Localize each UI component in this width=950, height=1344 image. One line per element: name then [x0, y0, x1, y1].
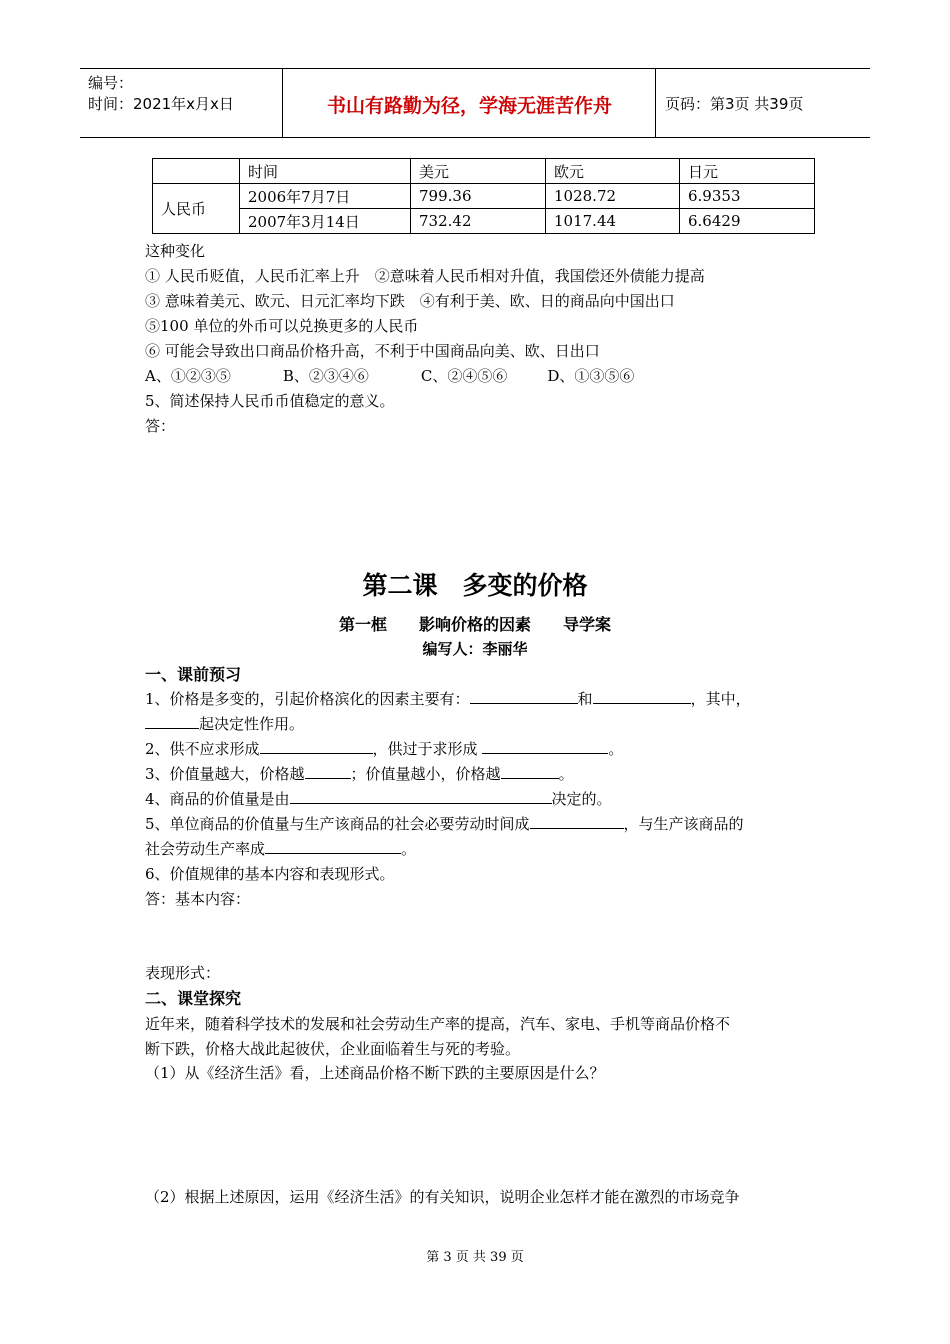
q5-text: 。 [401, 840, 417, 858]
header-meta [88, 73, 234, 115]
header-motto: 书山有路勤为径，学海无涯苦作舟 [326, 95, 612, 117]
document-header [80, 68, 870, 138]
q2-text: ，供过于求形成 [372, 740, 483, 758]
table-cell: 6.6429 [680, 209, 815, 234]
option-line: ⑤100 单位的外币可以兑换更多的人民币 [145, 317, 419, 335]
q1-text: ，其中， [690, 690, 751, 708]
paragraph-line: 断下跌，价格大战此起彼伏，企业面临着生与死的考验。 [145, 1040, 521, 1058]
q5-text: 5、单位商品的价值量与生产该商品的社会必要劳动时间成 [145, 815, 530, 833]
blank [482, 738, 608, 754]
answer-form-label: 表现形式： [145, 964, 221, 982]
preview-q4 [145, 788, 612, 809]
option-line: ① 人民币贬值，人民币汇率上升 ②意味着人民币相对升值，我国偿还外债能力提高 [145, 267, 705, 285]
choice-a: A、①②③⑤ [145, 367, 231, 385]
q2-text: 。 [608, 740, 624, 758]
table-header-row [153, 159, 815, 184]
q5-text: 社会劳动生产率成 [145, 840, 266, 858]
inquiry-q2: （2）根据上述原因，运用《经济生活》的有关知识，说明企业怎样才能在激烈的市场竞争 [145, 1188, 740, 1206]
page-footer: 第 3 页 共 39 页 [426, 1250, 524, 1265]
choice-d: D、①③⑤⑥ [547, 367, 635, 385]
section-heading: 一、课前预习 [145, 665, 242, 684]
table-cell: 2006年7月7日 [240, 184, 411, 209]
table-cell: 1017.44 [546, 209, 680, 234]
table-corner-cell [153, 159, 240, 184]
option-line: ⑥ 可能会导致出口商品价格升高，不利于中国商品向美、欧、日出口 [145, 342, 600, 360]
choice-b: B、②③④⑥ [282, 367, 369, 385]
lesson-subtitle: 第一框 影响价格的因素 导学案 [338, 615, 611, 634]
blank [305, 763, 351, 779]
preview-q6: 6、价值规律的基本内容和表现形式。 [145, 865, 395, 883]
q3-text: ；价值量越小，价格越 [350, 765, 501, 783]
inquiry-q1: （1）从《经济生活》看，上述商品价格不断下跌的主要原因是什么？ [145, 1064, 605, 1082]
exchange-rate-table [152, 158, 815, 234]
table-row [153, 184, 815, 209]
paragraph-line: 近年来，随着科学技术的发展和社会劳动生产率的提高，汽车、家电、手机等商品价格不 [145, 1015, 731, 1033]
answer-content-label: 答：基本内容： [145, 890, 251, 908]
blank [470, 688, 578, 704]
table-row-label: 人民币 [153, 184, 240, 234]
preview-q5-cont [145, 838, 416, 859]
choices-line [145, 365, 634, 386]
option-line: ③ 意味着美元、欧元、日元汇率均下跌 ④有利于美、欧、日的商品向中国出口 [145, 292, 675, 310]
q4-text: 4、商品的价值量是由 [145, 790, 290, 808]
number-label: 编号： [88, 74, 134, 92]
q3-text: 3、价值量越大，价格越 [145, 765, 305, 783]
question-stem: 这种变化 [145, 242, 206, 260]
preview-q1-cont [145, 713, 304, 734]
blank [530, 813, 624, 829]
choice-c: C、②④⑤⑥ [420, 367, 508, 385]
blank [265, 838, 401, 854]
blank [290, 788, 552, 804]
table-cell: 732.42 [411, 209, 546, 234]
lesson-title: 第二课 多变的价格 [362, 571, 588, 600]
q1-text: 1、价格是多变的，引起价格滨化的因素主要有： [145, 690, 470, 708]
blank [260, 738, 373, 754]
blank [145, 713, 199, 729]
lesson-author: 编写人：李丽华 [422, 640, 528, 658]
preview-q1 [145, 688, 751, 709]
table-cell: 1028.72 [546, 184, 680, 209]
q2-text: 2、供不应求形成 [145, 740, 260, 758]
answer-label: 答： [145, 417, 176, 435]
table-row [153, 209, 815, 234]
q1-text: 和 [577, 690, 593, 708]
question-5: 5、简述保持人民币币值稳定的意义。 [145, 392, 395, 410]
blank [501, 763, 559, 779]
table-cell: 799.36 [411, 184, 546, 209]
preview-q2 [145, 738, 623, 759]
blank [593, 688, 691, 704]
q5-text: ，与生产该商品的 [623, 815, 744, 833]
q3-text: 。 [558, 765, 574, 783]
table-cell: 2007年3月14日 [240, 209, 411, 234]
q4-text: 决定的。 [551, 790, 612, 808]
header-page-info: 页码：第3页 共39页 [665, 95, 804, 113]
preview-q5 [145, 813, 744, 834]
time-label: 时间：2021年x月x日 [88, 95, 234, 113]
preview-q3 [145, 763, 574, 784]
table-header-cell: 日元 [680, 159, 815, 184]
table-cell: 6.9353 [680, 184, 815, 209]
section-heading: 二、课堂探究 [145, 989, 242, 1008]
table-header-cell: 欧元 [546, 159, 680, 184]
q1-text: 起决定性作用。 [199, 715, 305, 733]
table-header-cell: 时间 [240, 159, 411, 184]
table-header-cell: 美元 [411, 159, 546, 184]
